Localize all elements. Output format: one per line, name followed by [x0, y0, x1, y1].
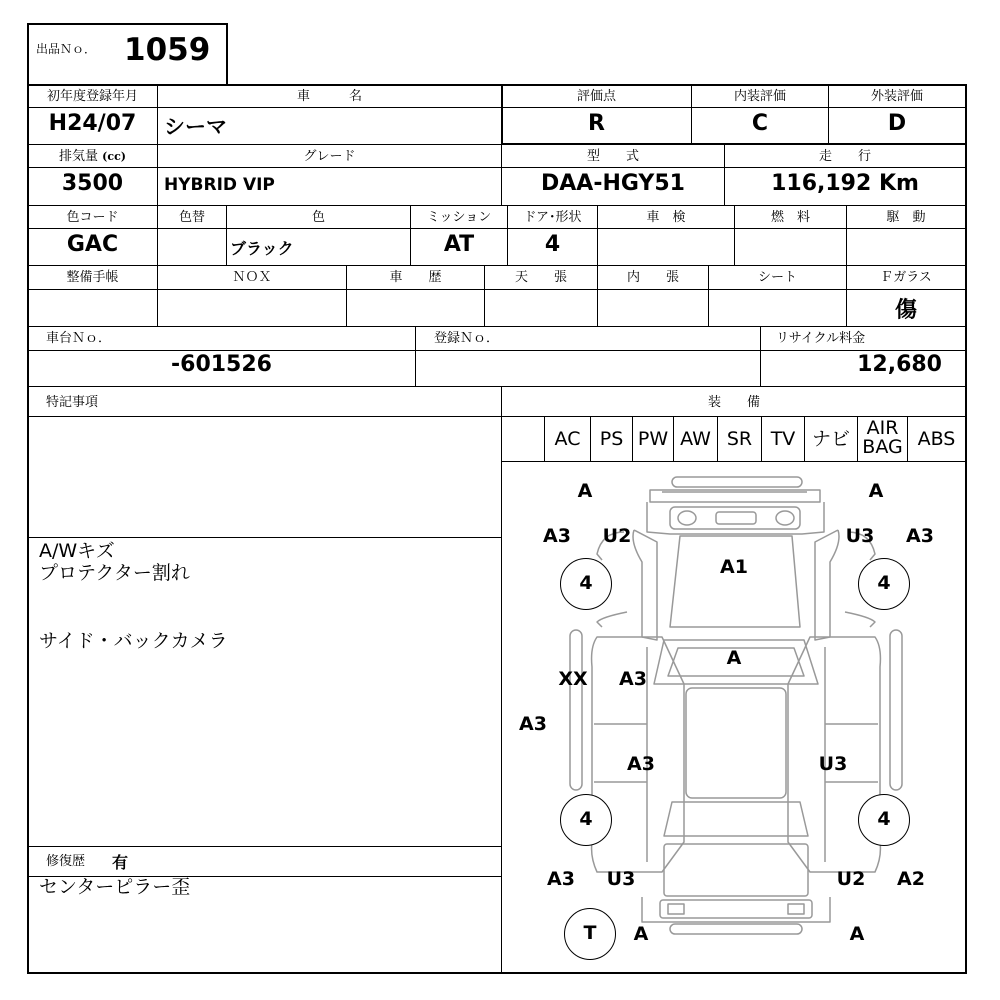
- equipment-abs: ABS: [917, 428, 956, 450]
- history-label: 車 歴: [389, 270, 442, 285]
- damage-mark: U3: [845, 525, 875, 547]
- damage-mark: A: [726, 647, 742, 669]
- f-glass-value: 傷: [894, 298, 917, 323]
- equipment-airbag: AIR BAG: [862, 417, 903, 458]
- damage-mark: U3: [606, 868, 636, 890]
- exterior-grade-label: 外装評価: [870, 89, 923, 104]
- damage-mark: A2: [897, 868, 925, 890]
- damage-mark: A3: [619, 668, 647, 690]
- interior-trim-label: 内 張: [626, 270, 679, 285]
- model-label: 型 式: [586, 149, 639, 164]
- door-shape-label: ドア･形状: [523, 210, 582, 225]
- damage-mark: A: [633, 923, 649, 945]
- transmission-label: ミッション: [426, 210, 492, 225]
- grade-value: HYBRID VIP: [164, 175, 275, 195]
- lot-number: 1059: [124, 32, 211, 68]
- damage-mark: A3: [543, 525, 571, 547]
- first-registration-label: 初年度登録年月: [46, 89, 138, 104]
- color-label: 色: [311, 210, 325, 225]
- tire-rear-left: 4: [560, 794, 612, 846]
- equipment-label: 装 備: [707, 395, 760, 410]
- transmission-value: AT: [443, 232, 475, 257]
- door-shape-value: 4: [544, 232, 561, 257]
- damage-mark: A1: [720, 556, 748, 578]
- mileage-value: 116,192 Km: [771, 171, 919, 196]
- color-value: ブラック: [230, 239, 294, 258]
- damage-mark: A3: [547, 868, 575, 890]
- car-name-label: 車 名: [296, 89, 362, 104]
- interior-grade-label: 内装評価: [733, 89, 786, 104]
- damage-mark: U2: [602, 525, 632, 547]
- recycle-fee-value: 12,680: [857, 352, 942, 377]
- score-label: 評価点: [576, 89, 616, 104]
- note-line-2: プロテクター割れ: [39, 562, 190, 584]
- damage-mark: A: [577, 480, 593, 502]
- note-line-1: A/Wキズ: [39, 540, 115, 562]
- exterior-grade-value: D: [887, 111, 907, 136]
- equipment-aw: AW: [680, 428, 711, 450]
- fuel-label: 燃 料: [770, 210, 810, 225]
- equipment-pw: PW: [637, 428, 669, 450]
- chassis-number-label: 車台Ｎｏ．: [46, 331, 112, 346]
- color-code-value: GAC: [66, 232, 119, 257]
- recycle-fee-label: リサイクル料金: [776, 331, 866, 346]
- car-diagram: [502, 462, 965, 972]
- repair-history-label: 修復歴: [46, 854, 86, 869]
- score-value: R: [588, 111, 605, 136]
- notes-label: 特記事項: [46, 395, 99, 410]
- damage-mark: U2: [836, 868, 866, 890]
- inspection-label: 車 検: [646, 210, 686, 225]
- first-registration-value: H24/07: [48, 111, 137, 136]
- damage-mark: A3: [519, 713, 547, 735]
- f-glass-label: Ｆガラス: [880, 270, 932, 285]
- lot-number-label: 出品Ｎｏ．: [36, 42, 97, 56]
- damage-mark: A3: [906, 525, 934, 547]
- car-name-value: シーマ: [164, 115, 227, 139]
- tire-spare: T: [564, 908, 616, 960]
- damage-mark: A: [849, 923, 865, 945]
- tire-front-right: 4: [858, 558, 910, 610]
- registration-number-label: 登録Ｎｏ．: [434, 331, 500, 346]
- equipment-ac: AC: [554, 428, 581, 450]
- displacement-label: [28, 148, 157, 166]
- equipment-ps: PS: [599, 428, 624, 450]
- color-code-label: 色コード: [66, 210, 119, 225]
- repair-note: センターピラー歪: [39, 876, 191, 898]
- displacement-unit: (cc): [102, 150, 126, 163]
- color-change-label: 色替: [178, 210, 205, 225]
- displacement-label-text: 排気量: [59, 149, 99, 164]
- chassis-number-value: -601526: [171, 352, 272, 377]
- equipment-sr: SR: [726, 428, 753, 450]
- equipment-navi: ナビ: [811, 428, 850, 450]
- model-value: DAA-HGY51: [541, 171, 685, 196]
- tire-front-left: 4: [560, 558, 612, 610]
- damage-mark: XX: [558, 668, 588, 690]
- damage-mark: A3: [627, 753, 655, 775]
- nox-label: ＮＯＸ: [232, 270, 272, 285]
- interior-grade-value: C: [751, 111, 769, 136]
- equipment-tv: TV: [770, 428, 796, 450]
- maintenance-label: 整備手帳: [66, 270, 119, 285]
- drive-label: 駆 動: [886, 210, 926, 225]
- grade-label: グレード: [303, 149, 356, 164]
- tire-rear-right: 4: [858, 794, 910, 846]
- damage-mark: U3: [818, 753, 848, 775]
- damage-mark: A: [868, 480, 884, 502]
- mileage-label: 走 行: [818, 149, 871, 164]
- note-line-4: サイド・バックカメラ: [39, 630, 228, 652]
- seat-label: シート: [757, 270, 797, 285]
- roof-label: 天 張: [514, 270, 567, 285]
- repair-history-value: 有: [112, 853, 129, 872]
- displacement-value: 3500: [61, 171, 124, 196]
